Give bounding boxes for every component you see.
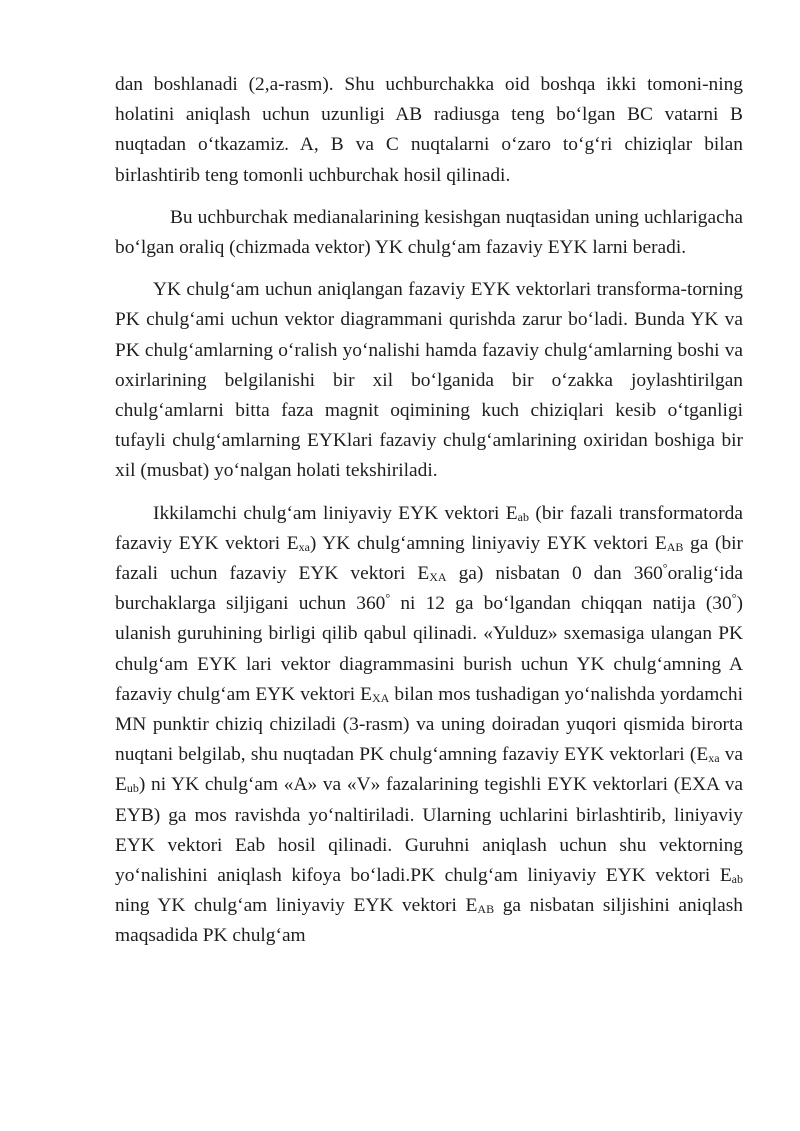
subscript: ub [126,781,139,796]
subscript: xa [298,539,310,554]
text-segment: ) YK chulg‘amning liniyaviy EYK vektori E [309,532,667,554]
text-segment: ga nisbatan siljishini aniqlash maqsadida PK chulg‘am [115,895,743,947]
text-segment: bilan mos tushadigan yo‘nalishda yordamchi MN punktir chiziq chiziladi (3-rasm) va uning doiradan yuqori qismida birorta nuqtani belgilab, shu nuqtadan PK chulg‘amning fazaviy EYK vektorlari (E [115,683,743,766]
text-segment: oralig‘ida burchaklarga siljigani uchun 360 [115,563,743,615]
degree-sign: ° [385,591,391,606]
text-segment: ning YK chulg‘am liniyaviy EYK vektori E [115,895,478,917]
subscript: ab [517,509,529,524]
text-segment: YK chulg‘am uchun aniqlangan fazaviy EYK vektorlari transforma-torning PK chulg‘ami uchun vektor diagrammani qurishda zarur bo‘ladi. Bunda YK va PK chulg‘amlarning o‘ralish yo‘nalishi hamda fazaviy chulg‘amlarning boshi va oxirlarining belgilanishi bir xil bo‘lganida bir o‘zakka joylashtirilgan chulg‘amlarni bitta faza magnit oqimining kuch chiziqlari kesib o‘tganligi tufayli chulg‘amlarning EYKlari fazaviy chulg‘amlarining oxiridan boshiga bir xil (musbat) yo‘nalgan holati tekshiriladi. [115,279,743,482]
paragraph-2 [115,203,743,263]
text-segment: ga) nisbatan 0 dan 360 [446,563,663,585]
subscript: ab [731,872,743,887]
subscript: xa [708,751,720,766]
text-segment: Ikkilamchi chulg‘am liniyaviy EYK vektori E [153,502,518,524]
subscript: AB [477,902,495,917]
text-segment: ga (bir fazali uchun fazaviy EYK vektori E [115,532,743,585]
document-page [115,70,743,952]
subscript: XA [429,570,447,585]
text-segment: dan boshlanadi (2,a-rasm). Shu uchburchakka oid boshqa ikki tomoni-ning holatini aniqlash uchun uzunligi AB radiusga teng bo‘lgan BC vatarni B nuqtadan o‘tkazamiz. A, B va C nuqtalarni o‘zaro to‘g‘ri chiziqlar bilan birlashtirib teng tomonli uchburchak hosil qilinadi. [115,74,743,186]
paragraph-3 [115,275,743,486]
degree-sign: ° [731,591,737,606]
degree-sign: ° [662,561,668,576]
text-segment: ) ulanish guruhining birligi qilib qabul qilinadi. «Yulduz» sxemasiga ulangan PK chulg‘am EYK lari vektor diagrammasini burish uchun YK chulg‘amning A fazaviy chulg‘am EYK vektori E [115,593,743,705]
paragraph-4 [115,499,743,952]
text-segment: ni 12 ga bo‘lgandan chiqqan natija (30 [390,593,732,615]
text-segment: ) ni YK chulg‘am «A» va «V» fazalarining tegishli EYK vektorlari (EXA va EYB) ga mos ravishda yo‘naltiriladi. Ularning uchlarini birlashtirib, liniyaviy EYK vektori Eab hosil qilinadi. Guruhni aniqlash uchun shu vektorning yo‘nalishini aniqlash kifoya bo‘ladi.PK chulg‘am liniyaviy EYK vektori E [115,774,743,887]
subscript: XA [372,690,390,705]
text-segment: Bu uchburchak medianalarining kesishgan nuqtasidan uning uchlarigacha bo‘lgan oraliq (chizmada vektor) YK chulg‘am fazaviy EYK larni beradi. [115,206,743,259]
text-segment: va E [115,744,743,796]
subscript: AB [666,539,684,554]
paragraph-1 [115,70,743,191]
text-segment: (bir fazali transformatorda fazaviy EYK vektori E [115,502,743,554]
